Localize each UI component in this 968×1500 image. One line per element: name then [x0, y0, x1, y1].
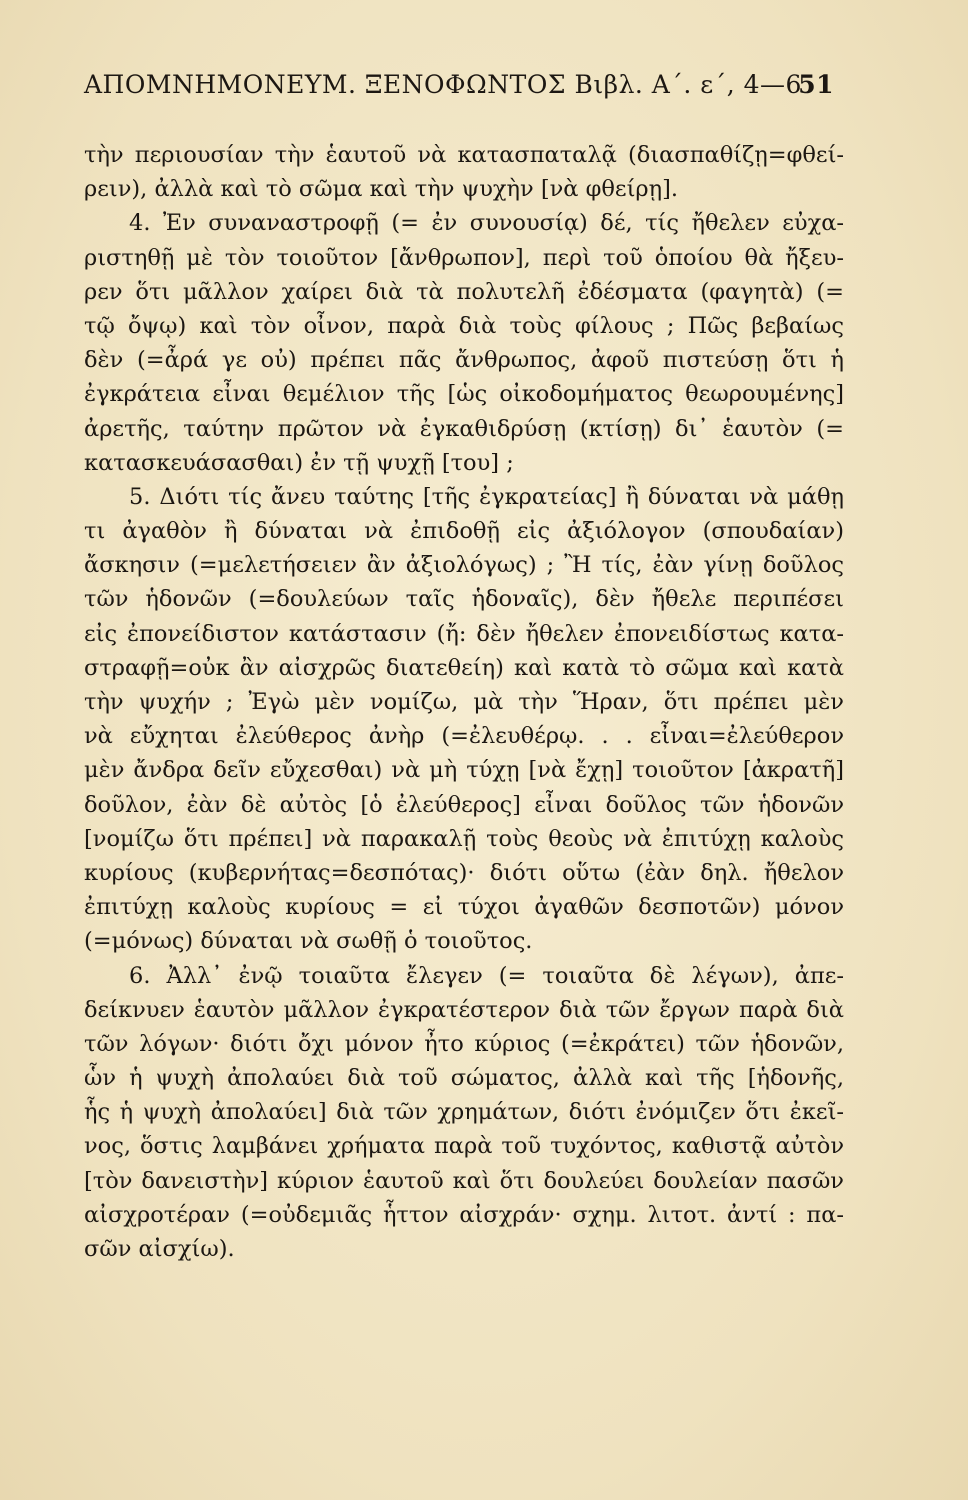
text-line: δὲν (=ἆρά γε οὐ) πρέπει πᾶς ἄνθρωπος, ἀφοῦ πιστεύσῃ ὅτι ἡ	[84, 347, 844, 374]
running-head	[84, 70, 834, 110]
text-line: αἰσχροτέραν (=οὐδεμιᾶς ἧττον αἰσχράν· σχημ. λιτοτ. ἀντί : πα-	[84, 1201, 844, 1228]
text-line: ἐπιτύχῃ καλοὺς κυρίους = εἰ τύχοι ἀγαθῶν δεσποτῶν) μόνον	[84, 894, 844, 921]
text-line: τὴν περιουσίαν τὴν ἑαυτοῦ νὰ κατασπαταλᾷ (διασπαθίζῃ=φθεί-	[84, 142, 844, 168]
text-line: νὰ εὔχηται ἐλεύθερος ἀνὴρ (=ἐλευθέρῳ. . . εἶναι=ἐλεύθερον	[84, 723, 844, 750]
text-line: τῶν λόγων· διότι ὄχι μόνον ἦτο κύριος (=ἐκράτει) τῶν ἡδονῶν,	[84, 1030, 844, 1057]
text-line: μὲν ἄνδρα δεῖν εὔχεσθαι) νὰ μὴ τύχῃ [νὰ ἔχῃ] τοιοῦτον [ἀκρατῆ]	[84, 757, 844, 784]
text-line: τι ἀγαθὸν ἢ δύναται νὰ ἐπιδοθῇ εἰς ἀξιόλογον (σπουδαίαν)	[84, 518, 844, 545]
text-line: δοῦλον, ἐὰν δὲ αὐτὸς [ὁ ἐλεύθερος] εἶναι δοῦλος τῶν ἡδονῶν	[84, 791, 844, 818]
text-line: [νομίζω ὅτι πρέπει] νὰ παρακαλῇ τοὺς θεοὺς νὰ ἐπιτύχῃ καλοὺς	[84, 825, 844, 852]
text-line: ἀρετῆς, ταύτην πρῶτον νὰ ἐγκαθιδρύσῃ (κτίσῃ) δι᾽ ἑαυτὸν (=	[84, 415, 844, 442]
text-line: ὧν ἡ ψυχὴ ἀπολαύει διὰ τοῦ σώματος, ἀλλὰ καὶ τῆς [ἡδονῆς,	[84, 1065, 844, 1092]
text-line: κυρίους (κυβερνήτας=δεσπότας)· διότι οὕτω (ἐὰν δηλ. ἤθελον	[84, 859, 844, 886]
text-line: εἰς ἐπονείδιστον κατάστασιν (ἤ: δὲν ἤθελεν ἐπονειδίστως κατα-	[84, 620, 844, 647]
running-head-title: ΑΠΟΜΝΗΜΟΝΕΥΜ. ΞΕΝΟΦΩΝΤΟΣ Βιβλ. Α΄. ε΄, 4—6	[84, 70, 802, 99]
text-line: δείκνυεν ἑαυτὸν μᾶλλον ἐγκρατέστερον διὰ τῶν ἔργων παρὰ διὰ	[84, 996, 844, 1023]
text-line: ριστηθῇ μὲ τὸν τοιοῦτον [ἄνθρωπον], περὶ τοῦ ὁποίου θὰ ἤξευ-	[84, 244, 844, 271]
text-line: νος, ὅστις λαμβάνει χρήματα παρὰ τοῦ τυχόντος, καθιστᾷ αὐτὸν	[84, 1133, 844, 1160]
text-line: ρεν ὅτι μᾶλλον χαίρει διὰ τὰ πολυτελῆ ἐδέσματα (φαγητὰ) (=	[84, 278, 844, 305]
text-line: 4. Ἐν συναναστροφῇ (= ἐν συνουσίᾳ) δέ, τίς ἤθελεν εὐχα-	[129, 210, 844, 237]
text-line: ρειν), ἀλλὰ καὶ τὸ σῶμα καὶ τὴν ψυχὴν [νὰ φθείρῃ].	[84, 176, 679, 203]
text-line: 5. Διότι τίς ἄνευ ταύτης [τῆς ἐγκρατείας] ἢ δύναται νὰ μάθῃ	[129, 483, 844, 510]
text-line: στραφῇ=οὐκ ἂν αἰσχρῶς διατεθείη) καὶ κατὰ τὸ σῶμα καὶ κατὰ	[84, 654, 844, 681]
text-line: σῶν αἰσχίω).	[84, 1236, 235, 1262]
text-line: ἧς ἡ ψυχὴ ἀπολαύει] διὰ τῶν χρημάτων, διότι ἐνόμιζεν ὅτι ἐκεῖ-	[84, 1099, 844, 1126]
text-line: 6. Ἀλλ᾽ ἐνῷ τοιαῦτα ἔλεγεν (= τοιαῦτα δὲ λέγων), ἀπε-	[129, 962, 844, 989]
text-line: τὴν ψυχήν ; Ἐγὼ μὲν νομίζω, μὰ τὴν Ἥραν, ὅτι πρέπει μὲν	[84, 689, 844, 715]
text-line: ἄσκησιν (=μελετήσειεν ἂν ἀξιολόγως) ; Ἢ τίς, ἐὰν γίνῃ δοῦλος	[84, 552, 844, 579]
body-text	[84, 138, 844, 1266]
text-line: [τὸν δανειστὴν] κύριον ἑαυτοῦ καὶ ὅτι δουλεύει δουλείαν πασῶν	[84, 1167, 844, 1194]
text-line: κατασκευάσασθαι) ἐν τῇ ψυχῇ [του] ;	[84, 449, 514, 476]
text-line: τῷ ὄψῳ) καὶ τὸν οἶνον, παρὰ διὰ τοὺς φίλους ; Πῶς βεβαίως	[84, 312, 844, 339]
text-line: (=μόνως) δύναται νὰ σωθῇ ὁ τοιοῦτος.	[84, 928, 533, 955]
page-number: 51	[798, 70, 834, 99]
text-line: ἐγκράτεια εἶναι θεμέλιον τῆς [ὡς οἰκοδομήματος θεωρουμένης]	[84, 381, 844, 408]
text-line: τῶν ἡδονῶν (=δουλεύων ταῖς ἡδοναῖς), δὲν ἤθελε περιπέσει	[84, 586, 844, 613]
